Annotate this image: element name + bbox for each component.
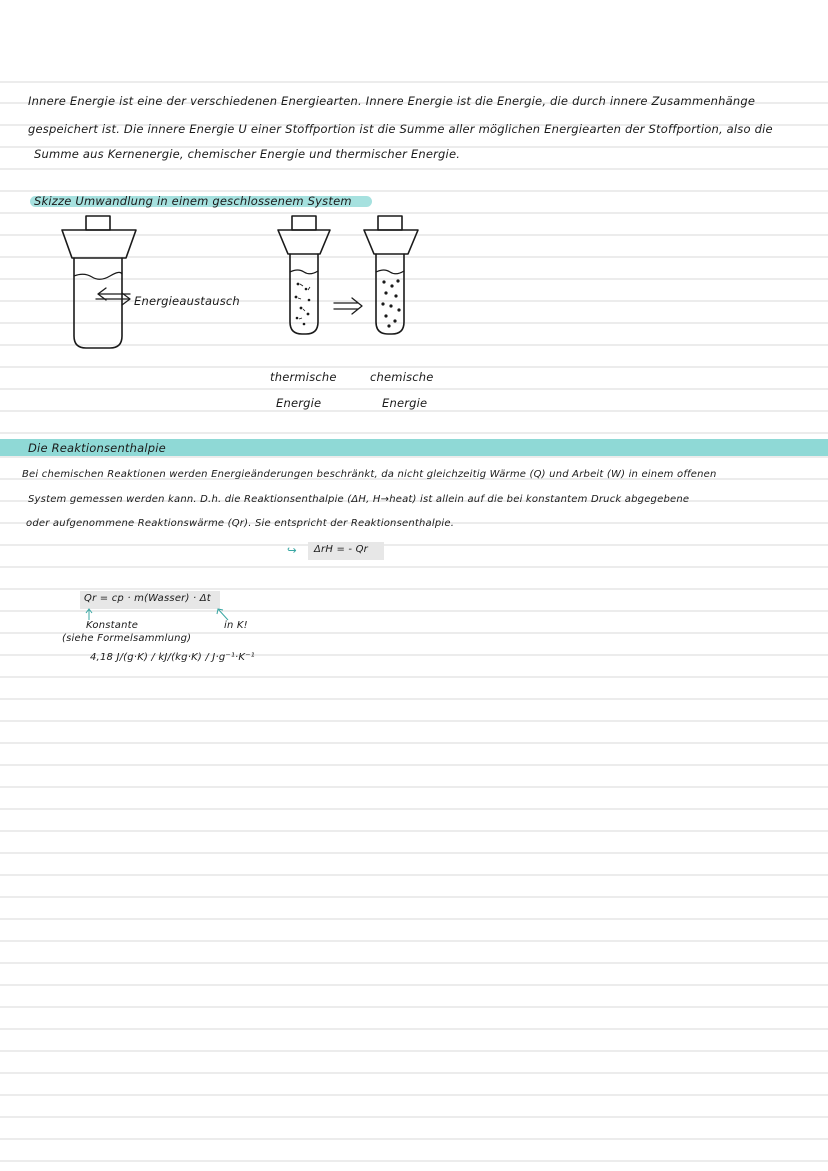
intro-line-1: Innere Energie ist eine der verschiedenen Energiearten. Innere Energie ist die Energie, die durch innere Zusammenhänge bbox=[28, 94, 756, 108]
formula-expression: Qr = cp · m(Wasser) · Δt bbox=[84, 593, 211, 604]
constant-value: 4,18 J/(g·K) / kJ/(kg·K) / J·g⁻¹·K⁻¹ bbox=[90, 652, 255, 663]
intro-line-2: gespeichert ist. Die innere Energie U einer Stoffportion ist die Summe aller möglichen Energiearten der Stoffportion, also die bbox=[28, 122, 773, 136]
section-line-3: oder aufgenommene Reaktionswärme (Qr). Sie entspricht der Reaktionsenthalpie. bbox=[26, 518, 455, 529]
chemical-label-1: chemische bbox=[370, 370, 434, 384]
thermal-label-1: thermische bbox=[270, 370, 337, 384]
reaction-enthalpy-equation: ΔrH = - Qr bbox=[314, 544, 368, 555]
section-heading: Die Reaktionsenthalpie bbox=[28, 441, 166, 455]
intro-line-3: Summe aus Kernenergie, chemischer Energie und thermischer Energie. bbox=[34, 147, 461, 161]
equation-arrow-icon: ↪ bbox=[287, 543, 297, 557]
unit-note: in K! bbox=[224, 620, 248, 631]
energy-exchange-label: Energieaustausch bbox=[134, 294, 240, 308]
sketch-title: Skizze Umwandlung in einem geschlossenem System bbox=[34, 194, 352, 208]
formula-reference: (siehe Formelsammlung) bbox=[62, 633, 192, 644]
chemical-label-2: Energie bbox=[382, 396, 428, 410]
constant-label: Konstante bbox=[86, 620, 139, 631]
section-line-2: System gemessen werden kann. D.h. die Reaktionsenthalpie (ΔH, H→heat) ist allein auf die bei konstantem Druck abgegebene bbox=[28, 494, 690, 505]
thermal-label-2: Energie bbox=[276, 396, 322, 410]
section-line-1: Bei chemischen Reaktionen werden Energieänderungen beschränkt, da nicht gleichzeitig Wärme (Q) und Arbeit (W) in einem offenen bbox=[22, 469, 717, 480]
